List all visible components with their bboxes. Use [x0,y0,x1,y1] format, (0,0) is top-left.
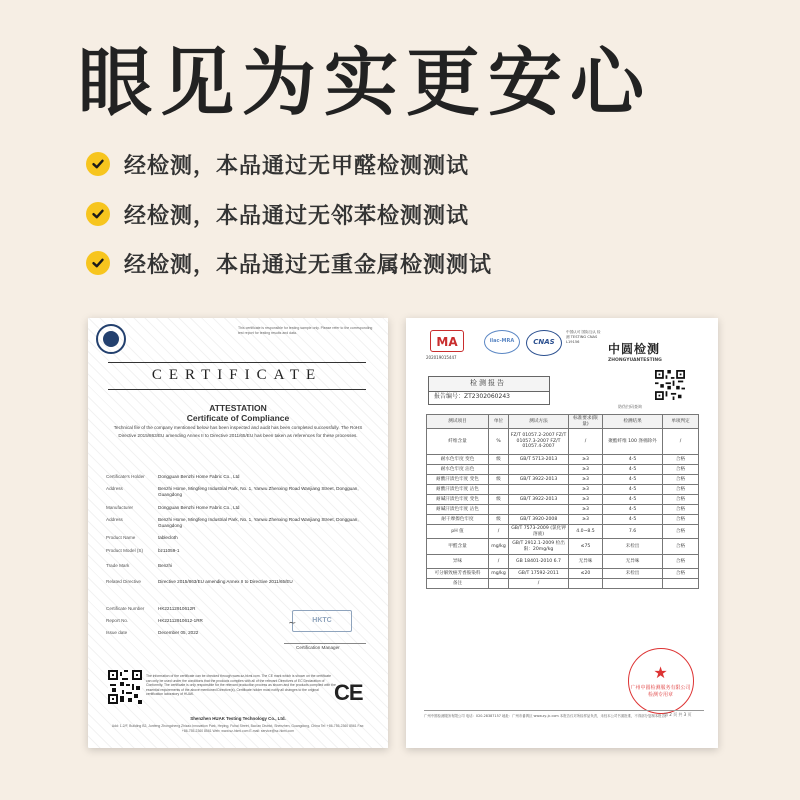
table-cell [509,465,569,475]
table-cell: 4.0~8.5 [569,525,603,539]
table-row [427,515,699,525]
check-icon [86,152,110,176]
bullet-phthalate [86,197,469,231]
table-cell: GB/T 2912.1-2009 检出限：20mg/kg [509,539,569,555]
table-cell: 耐酸汗渍色牢度 沾色 [427,485,489,495]
table-cell: 耐水色牢度 变色 [427,455,489,465]
table-cell: GB/T 5713-2013 [509,455,569,465]
bullet-text: 经检测，本品通过无重金属检测测试 [124,252,493,278]
table-row [427,569,699,579]
table-cell: 合格 [663,569,699,579]
table-row [427,495,699,505]
cert-disclaimer: The information of the certificate can be checked through www.sz-hkmi.com. The CE mark which is shown on the certificate can only be used under the conditions that the products complies with all of the relevant Directives of EC Declaration of Conformity. The certificate is only responsible for the relevant production process as shown and the products complied with the essential requirements of the above mentioned Directive(s). Certificate holder must notify all changes to the original certification laboratory of HUAK. [146,674,336,697]
cert-subtitle: Certificate of Compliance [186,413,290,423]
cert-field: Address Benzhi Home, Mingfeng Industrial Park, No. 1, Yanwu Zhenxing Road Wanjiang Street, Dongguan, Guangdong [106,486,359,498]
table-row [427,579,699,589]
table-cell: 4-5 [603,515,663,525]
cert-field: Manufacturer Dongguan Benzhi Home Fabric Co., Ltd [106,505,240,510]
table-row [427,555,699,569]
table-cell: ≤20 [569,569,603,579]
stamp-star-icon: ★ [653,663,668,682]
table-row [427,525,699,539]
table-row [427,455,699,465]
table-cell: 耐酸汗渍色牢度 变色 [427,475,489,485]
cert-top-note: This certificate is responsible for testing sample only. Please refer to the corresponding test report for testing results and data. [238,326,373,335]
bullet-text: 经检测，本品通过无甲醛检测测试 [124,153,470,179]
qr-code-icon [108,670,142,704]
table-cell: 无异味 [603,555,663,569]
table-cell: 耐碱汗渍色牢度 沾色 [427,505,489,515]
lab-brand: 中圆检测 [608,342,661,356]
table-cell: 无异味 [569,555,603,569]
table-cell [489,505,509,515]
table-cell: ≥3 [569,475,603,485]
table-cell: GB 18401-2010 6.7 [509,555,569,569]
lab-seal-icon [96,324,126,354]
table-cell: mg/kg [489,569,509,579]
cert-field: Related Directive Directive 2015/863/EU amending Annex II to Directive 2011/65/EU [106,579,293,584]
table-cell: 合格 [663,555,699,569]
cert-field: Certificate's Holder Dongguan Benzhi Home Fabric Co., Ltd [106,474,240,479]
table-cell [509,505,569,515]
cert-attestation: ATTESTATION [209,403,267,413]
cert-field: Certificate Number HK22112910612R [106,606,196,611]
table-cell: 可分解致癌芳香胺染料 [427,569,489,579]
table-cell: ≥3 [569,465,603,475]
table-cell: ≥3 [569,505,603,515]
cert-field: Product Name tablecloth [106,535,178,540]
table-header: 单项判定 [663,415,699,429]
table-header: 测试项目 [427,415,489,429]
table-cell: 4-5 [603,465,663,475]
report-number: 报告编号：ZT2302060243 [434,393,510,400]
table-cell [569,579,603,589]
table-cell: GB/T 7573-2009 (氯化钾溶液) [509,525,569,539]
testing-note: 中国认可 国际互认 检测 TESTING CNAS L19156 [566,330,601,344]
table-cell: ≥3 [569,485,603,495]
table-cell: 合格 [663,455,699,465]
table-cell: GB/T 3922-2013 [509,495,569,505]
headline: 眼见为实更安心 [78,40,652,126]
report-title: 检测报告 [470,379,506,387]
ce-mark: CE [334,680,363,705]
table-row [427,429,699,455]
cert-intro: Technical file of the company mentioned below has been inspected and audit has been completed successfully. The RoHS Directive 2015/863/EU amending Annex II to Directive 2011/65/EU has been taken as references for these processes. [113,425,363,438]
table-cell: 合格 [663,495,699,505]
bullet-formaldehyde [86,147,469,181]
cert-field: Product Model (S) bz11059-1 [106,548,180,553]
table-cell: ≥3 [569,455,603,465]
page-number: 第 2 页 共 3 页 [664,712,692,717]
table-cell: 4-5 [603,505,663,515]
table-header: 检测结果 [603,415,663,429]
report-footer: 广州中圆检测服务有限公司 电话：020-28387157 地址：广州市番禺区 www.zy-jc.com 本报告仅对所检样品负责，未经本公司书面批准，不得部分复制本报告。 [424,714,669,718]
footer-divider [424,710,704,711]
table-header: 标准要求(限量) [569,415,603,429]
table-cell: 合格 [663,525,699,539]
cert-field: Address Benzhi Home, Mingfeng Industrial Park, No. 1, Yanwu Zhenxing Road Wanjiang Street, Dongguan, Guangdong [106,517,359,529]
table-cell: 备注 [427,579,489,589]
table-cell [509,485,569,495]
table-row [427,475,699,485]
table-cell: / [663,429,699,455]
table-cell: 4-5 [603,495,663,505]
table-cell: 甲醛含量 [427,539,489,555]
red-official-stamp [628,648,694,714]
check-icon [86,251,110,275]
results-table [426,414,699,589]
bullet-text: 经检测，本品通过无邻苯检测测试 [124,203,470,229]
table-cell: mg/kg [489,539,509,555]
cnas-logo: CNAS [526,330,562,356]
table-cell: 耐碱汗渍色牢度 变色 [427,495,489,505]
table-cell [489,485,509,495]
table-cell: 级 [489,455,509,465]
table-cell: 7.6 [603,525,663,539]
table-cell: 合格 [663,465,699,475]
table-cell: 聚酯纤维 100 涤棉除外 [603,429,663,455]
bullet-heavy-metal [86,246,492,280]
table-cell: 合格 [663,475,699,485]
signature-label: Certification Manager [296,645,340,650]
table-row [427,465,699,475]
signature-mark: ~ [288,618,297,629]
ce-certificate [88,318,388,748]
cert-issuer: Shenzhen HUAK Testing Technology Co., Ltd. [190,716,286,721]
table-cell: ≥3 [569,515,603,525]
table-cell: FZ/T 01057.2-2007 FZ/T 01057.3-2007 FZ/T 01057.4-2007 [509,429,569,455]
cert-field: Report No. HK22112910612-1RR [106,618,203,623]
table-cell: / [509,579,569,589]
check-icon [86,202,110,226]
table-cell: / [489,525,509,539]
table-cell: ≤75 [569,539,603,555]
lab-brand-en: ZHONGYUANTESTING [608,358,662,363]
table-cell: ≥3 [569,495,603,505]
table-row [427,539,699,555]
table-cell: 合格 [663,505,699,515]
hktc-stamp: HKTC [292,610,352,632]
table-cell: 级 [489,475,509,485]
table-cell [489,465,509,475]
qr-code-icon [655,370,685,400]
table-cell: 4-5 [603,485,663,495]
table-cell: 未检出 [603,569,663,579]
table-cell: GB/T 17592-2011 [509,569,569,579]
table-cell: 合格 [663,485,699,495]
table-cell: 纤维含量 [427,429,489,455]
table-cell: 合格 [663,515,699,525]
table-cell: 耐水色牢度 沾色 [427,465,489,475]
table-cell: 级 [489,515,509,525]
table-row [427,505,699,515]
table-header: 测试方法 [509,415,569,429]
table-cell: 合格 [663,539,699,555]
table-cell: 耐干摩擦色牢度 [427,515,489,525]
table-cell: % [489,429,509,455]
table-cell: / [569,429,603,455]
stamp-text: 广州中圆检测服务有限公司 检测专用章 [630,685,691,698]
ilac-logo: ilac-MRA [484,330,520,354]
table-cell: pH 值 [427,525,489,539]
table-header-row [427,415,699,429]
cert-title: CERTIFICATE [151,367,323,383]
table-cell: GB/T 3920-2008 [509,515,569,525]
cma-logo: MA [430,330,464,352]
table-cell [603,579,663,589]
table-row [427,485,699,495]
cert-field: Trade Mark Benzhi [106,563,173,568]
table-cell: 4-5 [603,475,663,485]
signature-line [284,643,366,644]
test-report [406,318,718,748]
table-cell: 异味 [427,555,489,569]
table-cell: GB/T 3922-2013 [509,475,569,485]
table-cell: 级 [489,495,509,505]
table-header: 单位 [489,415,509,429]
cert-address: Add: 1-2/F, Building B2, Junfeng Zhongcheng Zhizao Innovation Park, Heping, Fuhai Street, Bao'an District, Shenzhen, Guangdong, China Tel: +86-755-2360 8561 Fax: +86-755-2360 8561 Web: www.sz-hkmi.com E-mail: service@sz-hkmi.com [111,724,365,733]
table-cell: 4-5 [603,455,663,465]
cert-field: Issue date December 05, 2022 [106,630,199,635]
table-cell: / [489,555,509,569]
qr-note: 防伪扫码查询 [618,404,642,409]
table-cell [663,579,699,589]
table-cell: 未检出 [603,539,663,555]
table-cell [489,579,509,589]
cma-number: 202019015447 [426,355,457,360]
